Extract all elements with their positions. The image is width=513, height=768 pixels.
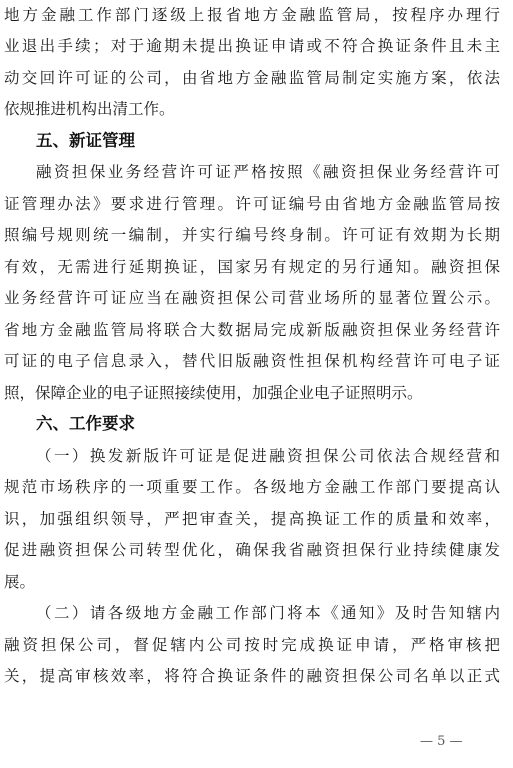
text-line: 可证的电子信息录入，替代旧版融资性担保机构经营许可电子证	[4, 352, 500, 370]
text-line: 照编号规则统一编制，并实行编号终身制。许可证有效期为长期	[4, 226, 500, 244]
text-line: 促进融资担保公司转型优化，确保我省融资担保行业持续健康发	[4, 541, 500, 559]
text-line: 照，保障企业的电子证照接续使用，加强企业电子证照明示。	[4, 384, 423, 402]
text-line: 关，提高审核效率，将符合换证条件的融资担保公司名单以正式	[4, 667, 500, 685]
text-line: 业退出手续；对于逾期未提出换证申请或不符合换证条件且未主	[4, 37, 500, 55]
text-line: 省地方金融监管局将联合大数据局完成新版融资担保业务经营许	[4, 321, 500, 339]
text-line: 地方金融工作部门逐级上报省地方金融监管局，按程序办理行	[4, 6, 500, 24]
text-line: 展。	[4, 573, 36, 591]
section-heading-new-license-management: 五、新证管理	[36, 131, 135, 150]
text-line: 有效，无需进行延期换证，国家另有规定的另行通知。融资担保	[4, 258, 500, 276]
text-line: 动交回许可证的公司，由省地方金融监管局制定实施方案，依法	[4, 69, 500, 87]
text-line: 规范市场秩序的一项重要工作。各级地方金融工作部门要提高认	[4, 478, 500, 496]
page-number: — 5 —	[420, 734, 463, 749]
text-line: 依规推进机构出清工作。	[4, 100, 175, 118]
text-line: 融资担保公司，督促辖内公司按时完成换证申请，严格审核把	[4, 636, 500, 654]
text-line: 融资担保业务经营许可证严格按照《融资担保业务经营许可	[36, 163, 500, 181]
text-line: （二）请各级地方金融工作部门将本《通知》及时告知辖内	[36, 604, 500, 622]
text-line: 证管理办法》要求进行管理。许可证编号由省地方金融监管局按	[4, 195, 500, 213]
text-line: 识，加强组织领导，严把审查关，提高换证工作的质量和效率，	[4, 510, 500, 528]
text-line: （一）换发新版许可证是促进融资担保公司依法合规经营和	[36, 447, 500, 465]
text-line: 业务经营许可证应当在融资担保公司营业场所的显著位置公示。	[4, 289, 500, 307]
section-heading-work-requirements: 六、工作要求	[36, 414, 135, 433]
